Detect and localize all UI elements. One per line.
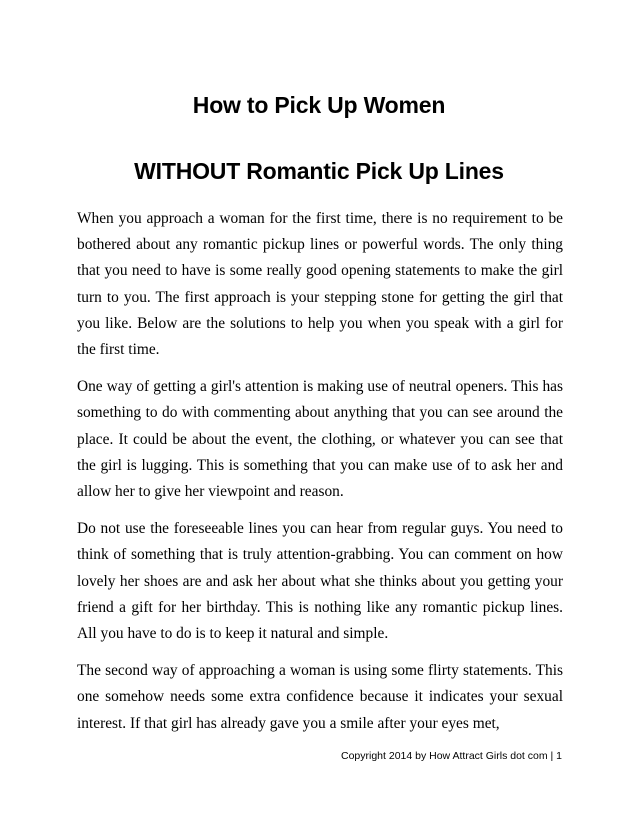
- paragraph-3: Do not use the foreseeable lines you can hear from regular guys. You need to think of something that is truly attention-grabbing. You can comment on how lovely her shoes are and ask her about what she thinks about you getting your friend a gift for her birthday. This is nothing like any romantic pickup lines. All you have to do is to keep it natural and simple.: [77, 520, 563, 643]
- document-title: How to Pick Up Women: [192, 92, 446, 118]
- paragraph-1: When you approach a woman for the first time, there is no requirement to be bothered about any romantic pickup lines or powerful words. The only thing that you need to have is some really good opening statements to make the girl turn to you. The first approach is your stepping stone for getting the girl that you like. Below are the solutions to help you when you speak with a girl for the first time.: [77, 210, 563, 359]
- page-footer: Copyright 2014 by How Attract Girls dot com | 1: [341, 750, 562, 762]
- paragraph-2: One way of getting a girl's attention is making use of neutral openers. This has something to do with commenting about anything that you can see around the place. It could be about the event, the clothing, or whatever you can see that the girl is lugging. This is something that you can make use of to ask her and allow her to give her viewpoint and reason.: [77, 378, 563, 501]
- document-body: [77, 206, 563, 748]
- document-subtitle: WITHOUT Romantic Pick Up Lines: [134, 158, 504, 184]
- paragraph-4: The second way of approaching a woman is using some flirty statements. This one somehow needs some extra confidence because it indicates your sexual interest. If that girl has already gave you a smile after your eyes met,: [77, 662, 563, 732]
